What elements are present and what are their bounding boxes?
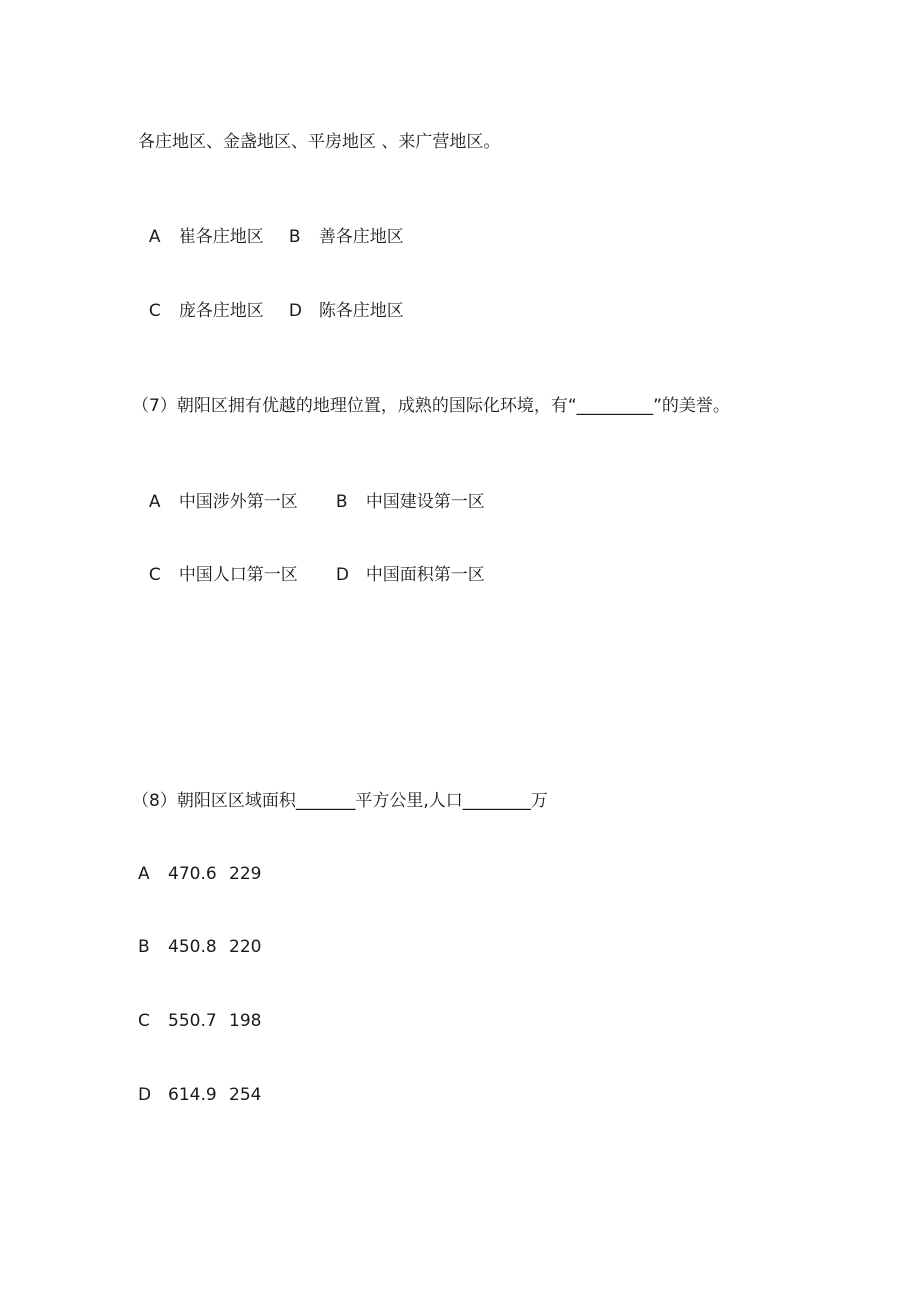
q8-option-d[interactable] [138, 1084, 261, 1106]
option-text: 陈各庄地区 [318, 301, 404, 321]
q7-option-a[interactable] [149, 491, 336, 513]
option-text: 中国建设第一区 [365, 492, 485, 512]
q6-option-b[interactable] [289, 226, 404, 248]
option-population: 254 [229, 1085, 262, 1105]
option-text: 中国涉外第一区 [178, 492, 298, 512]
q7-question-text: （7）朝阳区拥有优越的地理位置，成熟的国际化环境，有“_________”的美誉。 [132, 396, 730, 416]
option-population: 220 [229, 937, 262, 957]
q7-options-row-1 [138, 469, 485, 513]
option-letter: A [148, 227, 161, 247]
option-letter: B [138, 937, 150, 957]
option-letter: A [148, 492, 161, 512]
q8-option-a[interactable] [138, 863, 261, 885]
q6-option-c[interactable] [149, 300, 289, 322]
option-area: 550.7 [168, 1011, 217, 1031]
option-letter: B [335, 492, 348, 512]
option-letter: D [288, 301, 302, 321]
q6-continuation-text: 各庄地区、金盏地区、平房地区 、来广营地区。 [138, 132, 501, 152]
q7-options-row-2 [138, 542, 485, 586]
q7-option-c[interactable] [149, 564, 336, 586]
option-letter: B [288, 227, 301, 247]
q6-options-row-1 [138, 204, 404, 248]
q8-option-c[interactable] [138, 1010, 261, 1032]
q7-option-b[interactable] [336, 491, 485, 513]
option-letter: A [138, 864, 150, 884]
option-area: 470.6 [168, 864, 217, 884]
q8-question-text: （8）朝阳区区域面积_______平方公里,人口________万 [132, 791, 548, 811]
option-area: 450.8 [168, 937, 217, 957]
option-text: 中国人口第一区 [178, 565, 298, 585]
option-letter: C [148, 301, 161, 321]
q7-option-d[interactable] [336, 564, 485, 586]
option-population: 198 [229, 1011, 262, 1031]
option-text: 崔各庄地区 [178, 227, 264, 247]
option-text: 善各庄地区 [318, 227, 404, 247]
option-text: 庞各庄地区 [178, 301, 264, 321]
option-letter: D [335, 565, 349, 585]
q6-option-d[interactable] [289, 300, 404, 322]
option-population: 229 [229, 864, 262, 884]
option-letter: C [138, 1011, 150, 1031]
option-letter: C [148, 565, 161, 585]
option-area: 614.9 [168, 1085, 217, 1105]
q6-options-row-2 [138, 278, 404, 322]
q8-option-b[interactable] [138, 936, 261, 958]
q6-option-a[interactable] [149, 226, 289, 248]
option-letter: D [138, 1085, 152, 1105]
option-text: 中国面积第一区 [365, 565, 485, 585]
